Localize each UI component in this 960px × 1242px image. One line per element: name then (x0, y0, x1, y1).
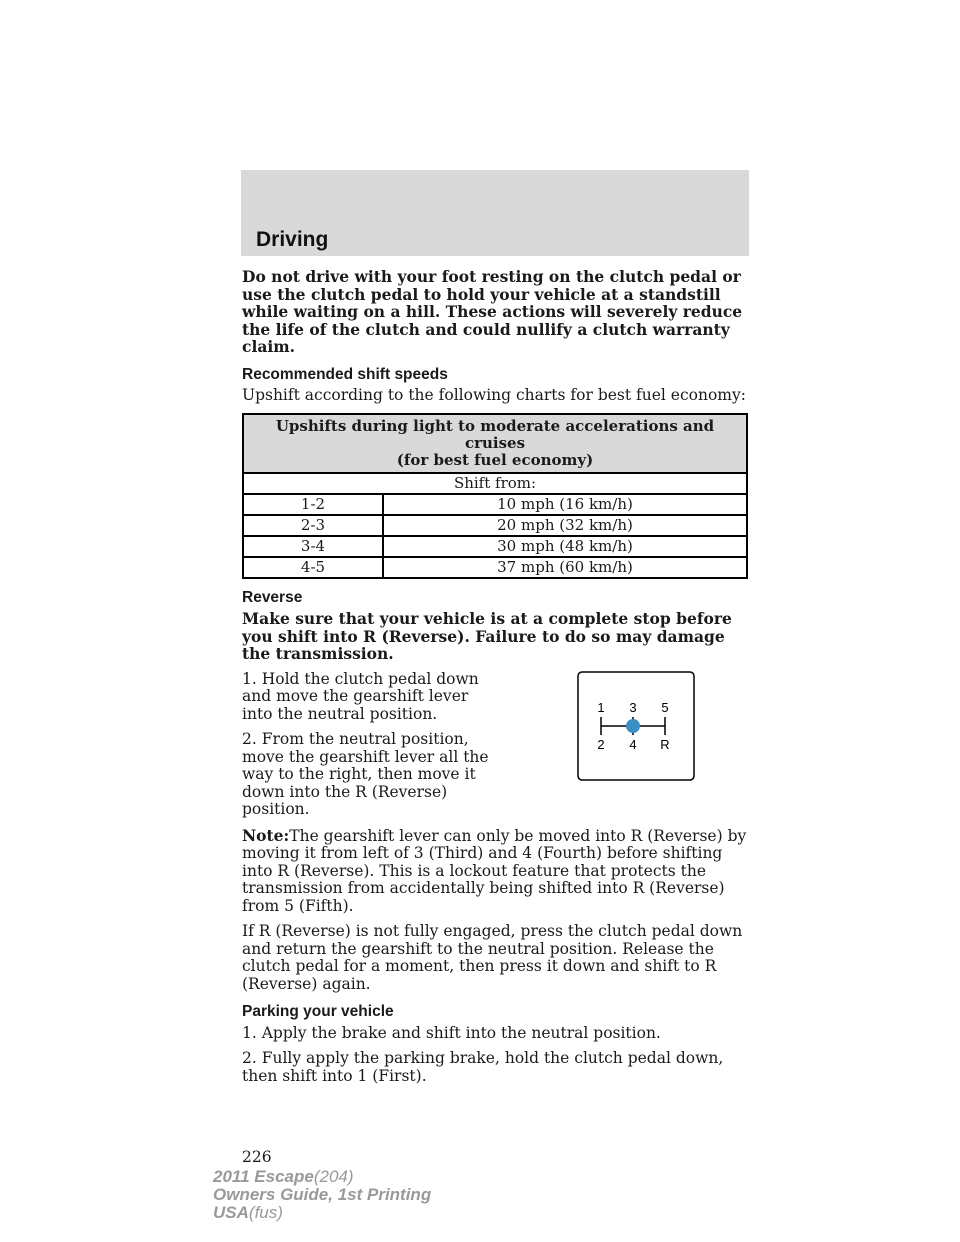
note-label: Note: (242, 825, 290, 845)
reverse-note (242, 827, 750, 916)
reverse-caution-text: Make sure that your vehicle is at a complete stop before you shift into R (Reverse). Failure to do so may damage the transmission. (242, 609, 732, 663)
table-cell-shift: 1-2 (243, 494, 383, 515)
gear-label-2: 2 (597, 736, 605, 752)
reverse-steps-block (242, 671, 750, 819)
table-cell-speed: 37 mph (60 km/h) (383, 557, 747, 578)
footer-model-code: (204) (313, 1167, 354, 1186)
table-cell-shift: 2-3 (243, 515, 383, 536)
parking-step-2: 2. Fully apply the parking brake, hold the clutch pedal down, then shift into 1 (First). (242, 1049, 724, 1085)
table-title-row (243, 414, 747, 473)
table-row (243, 557, 747, 578)
neutral-position-marker (626, 719, 640, 733)
gear-label-1: 1 (597, 699, 605, 715)
page-number: 226 (242, 1148, 272, 1166)
footer-model: 2011 Escape (213, 1167, 314, 1186)
table-subheader: Shift from: (243, 473, 747, 494)
section-title: Driving (256, 228, 329, 251)
note-text: The gearshift lever can only be moved into R (Reverse) by moving it from left of 3 (Third) and 4 (Fourth) before shifting into R (Reverse). This is a lockout feature that protects the transmission from accidentally being shifted into R (Reverse) from 5 (Fifth). (242, 826, 747, 915)
parking-step-1: 1. Apply the brake and shift into the neutral position. (242, 1023, 661, 1042)
gear-label-4: 4 (629, 736, 637, 752)
page-content (242, 268, 750, 1093)
shift-speeds-heading: Recommended shift speeds (242, 365, 448, 383)
parking-heading: Parking your vehicle (242, 1003, 394, 1020)
table-title-line1: Upshifts during light to moderate accelerations and cruises (275, 416, 715, 452)
table-row (243, 536, 747, 557)
gear-label-r: R (660, 736, 670, 752)
table-cell-shift: 3-4 (243, 536, 383, 557)
gear-label-5: 5 (661, 699, 669, 715)
reverse-heading: Reverse (242, 588, 303, 606)
table-row (243, 494, 747, 515)
print-footer (213, 1168, 431, 1222)
clutch-warning-text: Do not drive with your foot resting on the clutch pedal or use the clutch pedal to hold your vehicle at a standstill while waiting on a hill. These actions will severely reduce the life of the clutch and could nullify a clutch warranty claim. (242, 267, 743, 356)
table-cell-speed: 20 mph (32 km/h) (383, 515, 747, 536)
table-cell-shift: 4-5 (243, 557, 383, 578)
gearshift-pattern-diagram (577, 671, 695, 781)
table-cell-speed: 30 mph (48 km/h) (383, 536, 747, 557)
table-cell-speed: 10 mph (16 km/h) (383, 494, 747, 515)
shift-speeds-table (242, 413, 748, 579)
table-title-line2: (for best fuel economy) (396, 450, 594, 469)
table-row (243, 515, 747, 536)
footer-guide: Owners Guide, 1st Printing (213, 1185, 432, 1204)
reverse-engage-text: If R (Reverse) is not fully engaged, press the clutch pedal down and return the gearshift to the neutral position. Release the clutch pedal for a moment, then press it down and shift to R (Reverse) again. (242, 922, 743, 993)
table-subheader-row (243, 473, 747, 494)
gear-label-3: 3 (629, 699, 637, 715)
footer-market-code: (fus) (248, 1203, 283, 1222)
reverse-step-1: 1. Hold the clutch pedal down and move the gearshift lever into the neutral position. (242, 669, 479, 723)
table-title (243, 414, 747, 473)
shift-speeds-intro: Upshift according to the following charts for best fuel economy: (242, 386, 746, 404)
footer-market: USA (213, 1203, 249, 1222)
reverse-step-2: 2. From the neutral position, move the gearshift lever all the way to the right, then move it down into the R (Reverse) position. (242, 730, 489, 818)
